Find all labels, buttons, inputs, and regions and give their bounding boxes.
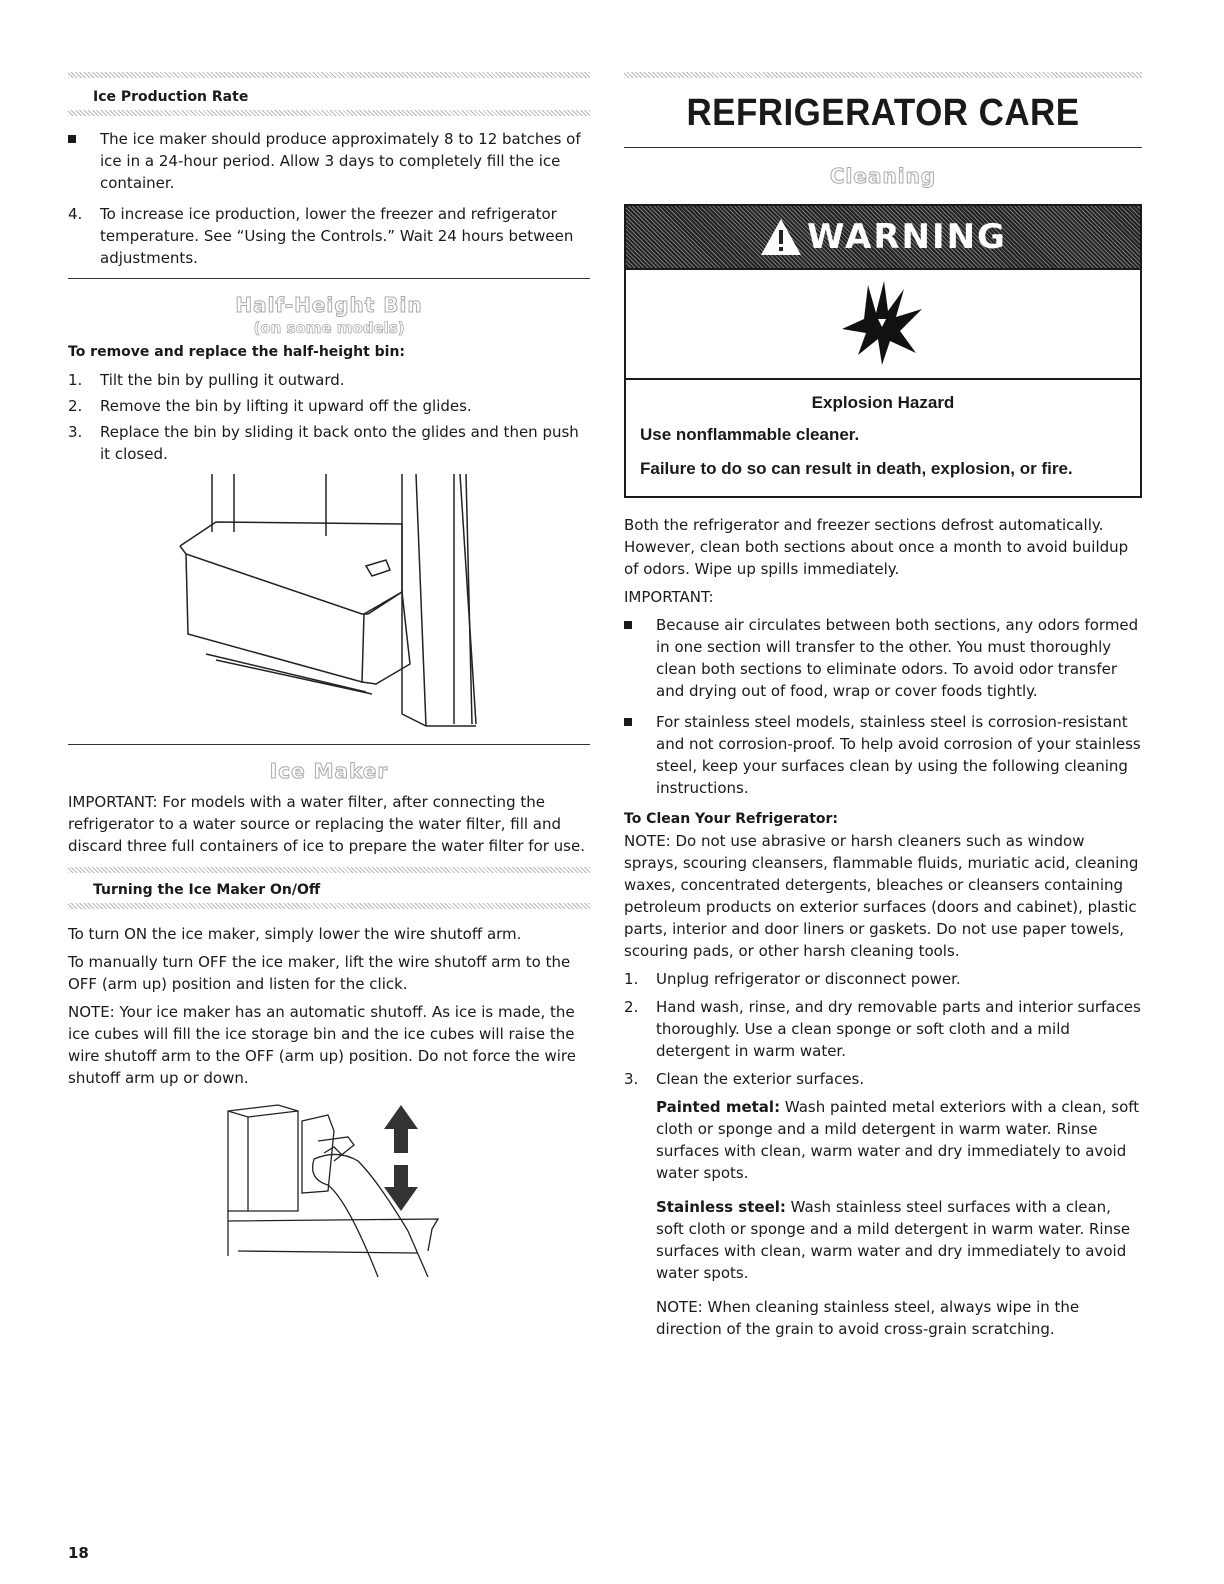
list-item: For stainless steel models, stainless steel is corrosion-resistant and not corrosion-proof. To help avoid corrosion of your stainless steel, keep your surfaces clean by using the following cleaning instructions. — [624, 711, 1142, 799]
hatch-rule — [624, 72, 1142, 78]
half-bin-illustration — [176, 474, 590, 736]
page-number: 18 — [68, 1544, 89, 1562]
half-bin-heading: To remove and replace the half-height bin: — [68, 344, 406, 360]
ice-maker-p1: To turn ON the ice maker, simply lower the wire shutoff arm. — [68, 925, 522, 943]
clean-steps — [624, 968, 1142, 1090]
hatch-rule — [68, 72, 590, 78]
right-column — [624, 0, 1142, 1340]
warning-text — [626, 380, 1140, 496]
turning-heading: Turning the Ice Maker On/Off — [93, 882, 321, 898]
painted-metal-text: Painted metal: Wash painted metal exteriors with a clean, soft cloth or sponge and a mild detergent in warm water. Rinse surfaces with clean, warm water and dry immediately to avoid water spots. — [656, 1098, 1140, 1182]
list-item: Because air circulates between both sections, any odors formed in one section will transfer to the other. You must thoroughly clean both sections to eliminate odors. To avoid odor transfer and drying out of food, wrap or cover foods tightly. — [624, 614, 1142, 702]
warning-word: WARNING — [807, 217, 1007, 257]
left-column — [68, 0, 590, 1281]
explosion-icon — [838, 279, 928, 369]
list-item: 2. Hand wash, rinse, and dry removable parts and interior surfaces thoroughly. Use a clean sponge or soft cloth and a mild detergent in warm water. — [624, 998, 1141, 1060]
half-bin-steps — [68, 369, 590, 465]
ice-rate-list — [68, 128, 590, 269]
cleaning-intro: Both the refrigerator and freezer sections defrost automatically. However, clean both sections about once a month to avoid buildup of odors. Wipe up spills immediately. — [624, 516, 1129, 578]
hatch-rule — [68, 903, 590, 909]
cleaning-bullets — [624, 614, 1142, 799]
list-item: 2. Remove the bin by lifting it upward off the glides. — [68, 397, 472, 415]
list-item: 3. Clean the exterior surfaces. — [624, 1070, 865, 1088]
clean-note: NOTE: Do not use abrasive or harsh cleaners such as window sprays, scouring cleansers, flammable fluids, muriatic acid, cleaning waxes, concentrated detergents, bleaches or cleansers containing petroleum products on exterior surfaces (doors and cabinet), plastic parts, interior and door liners or gaskets. Do not use paper towels, scouring pads, or other harsh cleaning tools. — [624, 832, 1139, 960]
cleaning-title: Cleaning — [829, 164, 937, 188]
warning-box — [624, 204, 1142, 498]
ice-maker-drawing — [218, 1101, 518, 1281]
ice-rate-heading: Ice Production Rate — [93, 89, 249, 105]
ice-maker-note: NOTE: Your ice maker has an automatic shutoff. As ice is made, the ice cubes will fill the ice storage bin and the ice cubes will raise the wire shutoff arm to the OFF (arm up) position. Do not force the wire shutoff arm up or down. — [68, 1003, 576, 1087]
stainless-text: Stainless steel: Wash stainless steel surfaces with a clean, soft cloth or sponge and a mild detergent in warm water. Rinse surfaces with clean, warm water and dry immediately to avoid water spots. — [656, 1198, 1131, 1282]
list-item: 1. Tilt the bin by pulling it outward. — [68, 371, 345, 389]
half-bin-title: Half-Height Bin — [235, 293, 423, 317]
note-label: NOTE: — [656, 1298, 703, 1316]
ice-maker-title: Ice Maker — [269, 759, 389, 783]
section-divider — [68, 278, 590, 279]
section-divider — [68, 744, 590, 745]
important-label: IMPORTANT: — [624, 588, 714, 606]
note-label: NOTE: — [68, 1003, 115, 1021]
warning-banner — [626, 206, 1140, 268]
half-bin-subtitle: (on some models) — [253, 319, 405, 337]
hazard-line-1: Use nonflammable cleaner. — [640, 425, 860, 444]
clean-heading: To Clean Your Refrigerator: — [624, 811, 839, 827]
list-item: 4. To increase ice production, lower the freezer and refrigerator temperature. See “Using the Controls.” Wait 24 hours between adjustments. — [68, 205, 574, 267]
hatch-rule — [68, 867, 590, 873]
section-divider — [624, 147, 1142, 148]
explosion-icon-area — [626, 268, 1140, 380]
up-down-arrows-icon — [384, 1105, 418, 1211]
stainless-note: NOTE: When cleaning stainless steel, always wipe in the direction of the grain to avoid cross-grain scratching. — [656, 1298, 1080, 1338]
ice-maker-p2: To manually turn OFF the ice maker, lift the wire shutoff arm to the OFF (arm up) position and listen for the click. — [68, 953, 571, 993]
hazard-title: Explosion Hazard — [811, 393, 955, 412]
warning-triangle-icon — [759, 217, 803, 257]
list-item: 1. Unplug refrigerator or disconnect power. — [624, 970, 961, 988]
painted-label: Painted metal: — [656, 1098, 781, 1116]
stainless-label: Stainless steel: — [656, 1198, 786, 1216]
ice-maker-important: IMPORTANT: For models with a water filter, after connecting the refrigerator to a water source or replacing the water filter, fill and discard three full containers of ice to prepare the water filter for use. — [68, 793, 585, 855]
hazard-line-2: Failure to do so can result in death, explosion, or fire. — [640, 459, 1073, 478]
ice-maker-illustration — [218, 1101, 590, 1281]
page-title: REFRIGERATOR CARE — [686, 92, 1080, 134]
note-label: NOTE: — [624, 832, 671, 850]
list-item: The ice maker should produce approximately 8 to 12 batches of ice in a 24-hour period. Allow 3 days to completely fill the ice container. — [68, 128, 590, 194]
list-item: 3. Replace the bin by sliding it back onto the glides and then push it closed. — [68, 423, 579, 463]
hatch-rule — [68, 110, 590, 116]
half-bin-drawing — [176, 474, 496, 736]
